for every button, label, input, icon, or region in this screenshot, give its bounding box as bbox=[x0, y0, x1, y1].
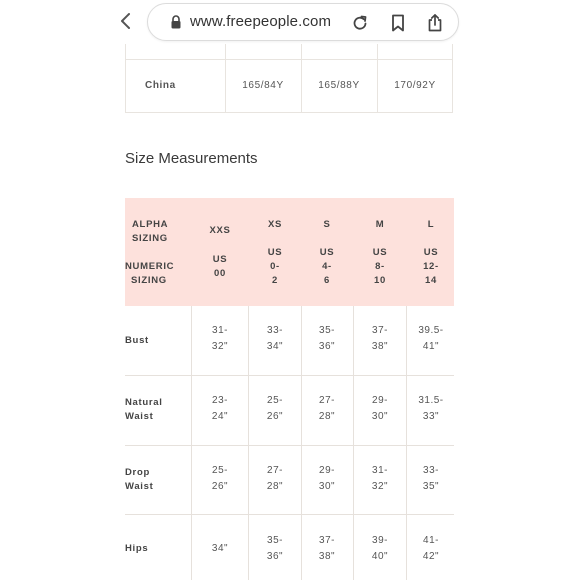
numeric-size: 12- bbox=[423, 261, 439, 272]
url-text: www.freepeople.com bbox=[190, 13, 332, 30]
numeric-size: US bbox=[372, 247, 388, 258]
measurement-cell: 37- 38" bbox=[371, 325, 389, 352]
measurement-cell: 34" bbox=[211, 543, 229, 554]
measurement-cell: 25- 26" bbox=[211, 465, 229, 492]
row-label: Bust bbox=[125, 335, 149, 346]
china-cell: 165/84Y bbox=[242, 80, 284, 91]
alpha-size: XXS bbox=[209, 225, 231, 236]
numeric-size: US bbox=[319, 247, 335, 258]
measurement-cell: 27- 28" bbox=[318, 395, 336, 422]
row-label: Waist bbox=[125, 411, 154, 422]
numeric-size: 4- bbox=[322, 261, 332, 272]
measurement-cell: 31- 32" bbox=[211, 325, 229, 352]
alpha-size: XS bbox=[267, 219, 283, 230]
bookmark-icon[interactable] bbox=[388, 13, 408, 33]
numeric-sizing-label: NUMERIC bbox=[125, 261, 175, 272]
alpha-size: L bbox=[427, 219, 435, 230]
measurement-cell: 39- 40" bbox=[371, 535, 389, 562]
china-cell: 170/92Y bbox=[394, 80, 436, 91]
alpha-sizing-label: ALPHA bbox=[132, 219, 169, 230]
measurement-cell: 29- 30" bbox=[318, 465, 336, 492]
numeric-size: US bbox=[212, 254, 228, 265]
measurement-cell: 39.5- 41" bbox=[418, 325, 444, 352]
measurement-cell: 31.5- 33" bbox=[418, 395, 444, 422]
measurement-cell: 35- 36" bbox=[318, 325, 336, 352]
size-measurements-table bbox=[125, 198, 454, 580]
measurement-cell: 31- 32" bbox=[371, 465, 389, 492]
alpha-size: M bbox=[375, 219, 385, 230]
measurement-cell: 33- 35" bbox=[422, 465, 440, 492]
alpha-sizing-label: SIZING bbox=[132, 233, 168, 244]
row-label: Waist bbox=[125, 481, 154, 492]
numeric-size: 2 bbox=[272, 275, 278, 286]
measurement-cell: 33- 34" bbox=[266, 325, 284, 352]
lock-icon bbox=[170, 14, 182, 30]
reload-icon[interactable] bbox=[350, 13, 370, 33]
measurement-cell: 41- 42" bbox=[422, 535, 440, 562]
measurement-cell: 27- 28" bbox=[266, 465, 284, 492]
measurement-cell: 23- 24" bbox=[211, 395, 229, 422]
numeric-size: 00 bbox=[214, 268, 226, 279]
share-icon[interactable] bbox=[425, 13, 445, 33]
numeric-size: 6 bbox=[324, 275, 330, 286]
measurement-cell: 35- 36" bbox=[266, 535, 284, 562]
numeric-size: 0- bbox=[270, 261, 280, 272]
numeric-size: US bbox=[423, 247, 439, 258]
china-size-table bbox=[125, 44, 453, 113]
address-bar[interactable] bbox=[147, 3, 459, 41]
section-title: Size Measurements bbox=[125, 150, 258, 167]
numeric-sizing-label: SIZING bbox=[131, 275, 167, 286]
browser-toolbar bbox=[0, 0, 580, 44]
numeric-size: 10 bbox=[374, 275, 386, 286]
back-arrow-icon[interactable] bbox=[116, 8, 138, 34]
china-row-label: China bbox=[145, 80, 176, 91]
row-label: Natural bbox=[125, 397, 163, 408]
china-cell: 165/88Y bbox=[318, 80, 360, 91]
alpha-size: S bbox=[323, 219, 331, 230]
measurement-cell: 25- 26" bbox=[266, 395, 284, 422]
measurement-cell: 29- 30" bbox=[371, 395, 389, 422]
row-label: Hips bbox=[125, 543, 149, 554]
row-label: Drop bbox=[125, 467, 150, 478]
numeric-size: 8- bbox=[375, 261, 385, 272]
measurement-cell: 37- 38" bbox=[318, 535, 336, 562]
numeric-size: US bbox=[267, 247, 283, 258]
numeric-size: 14 bbox=[425, 275, 437, 286]
